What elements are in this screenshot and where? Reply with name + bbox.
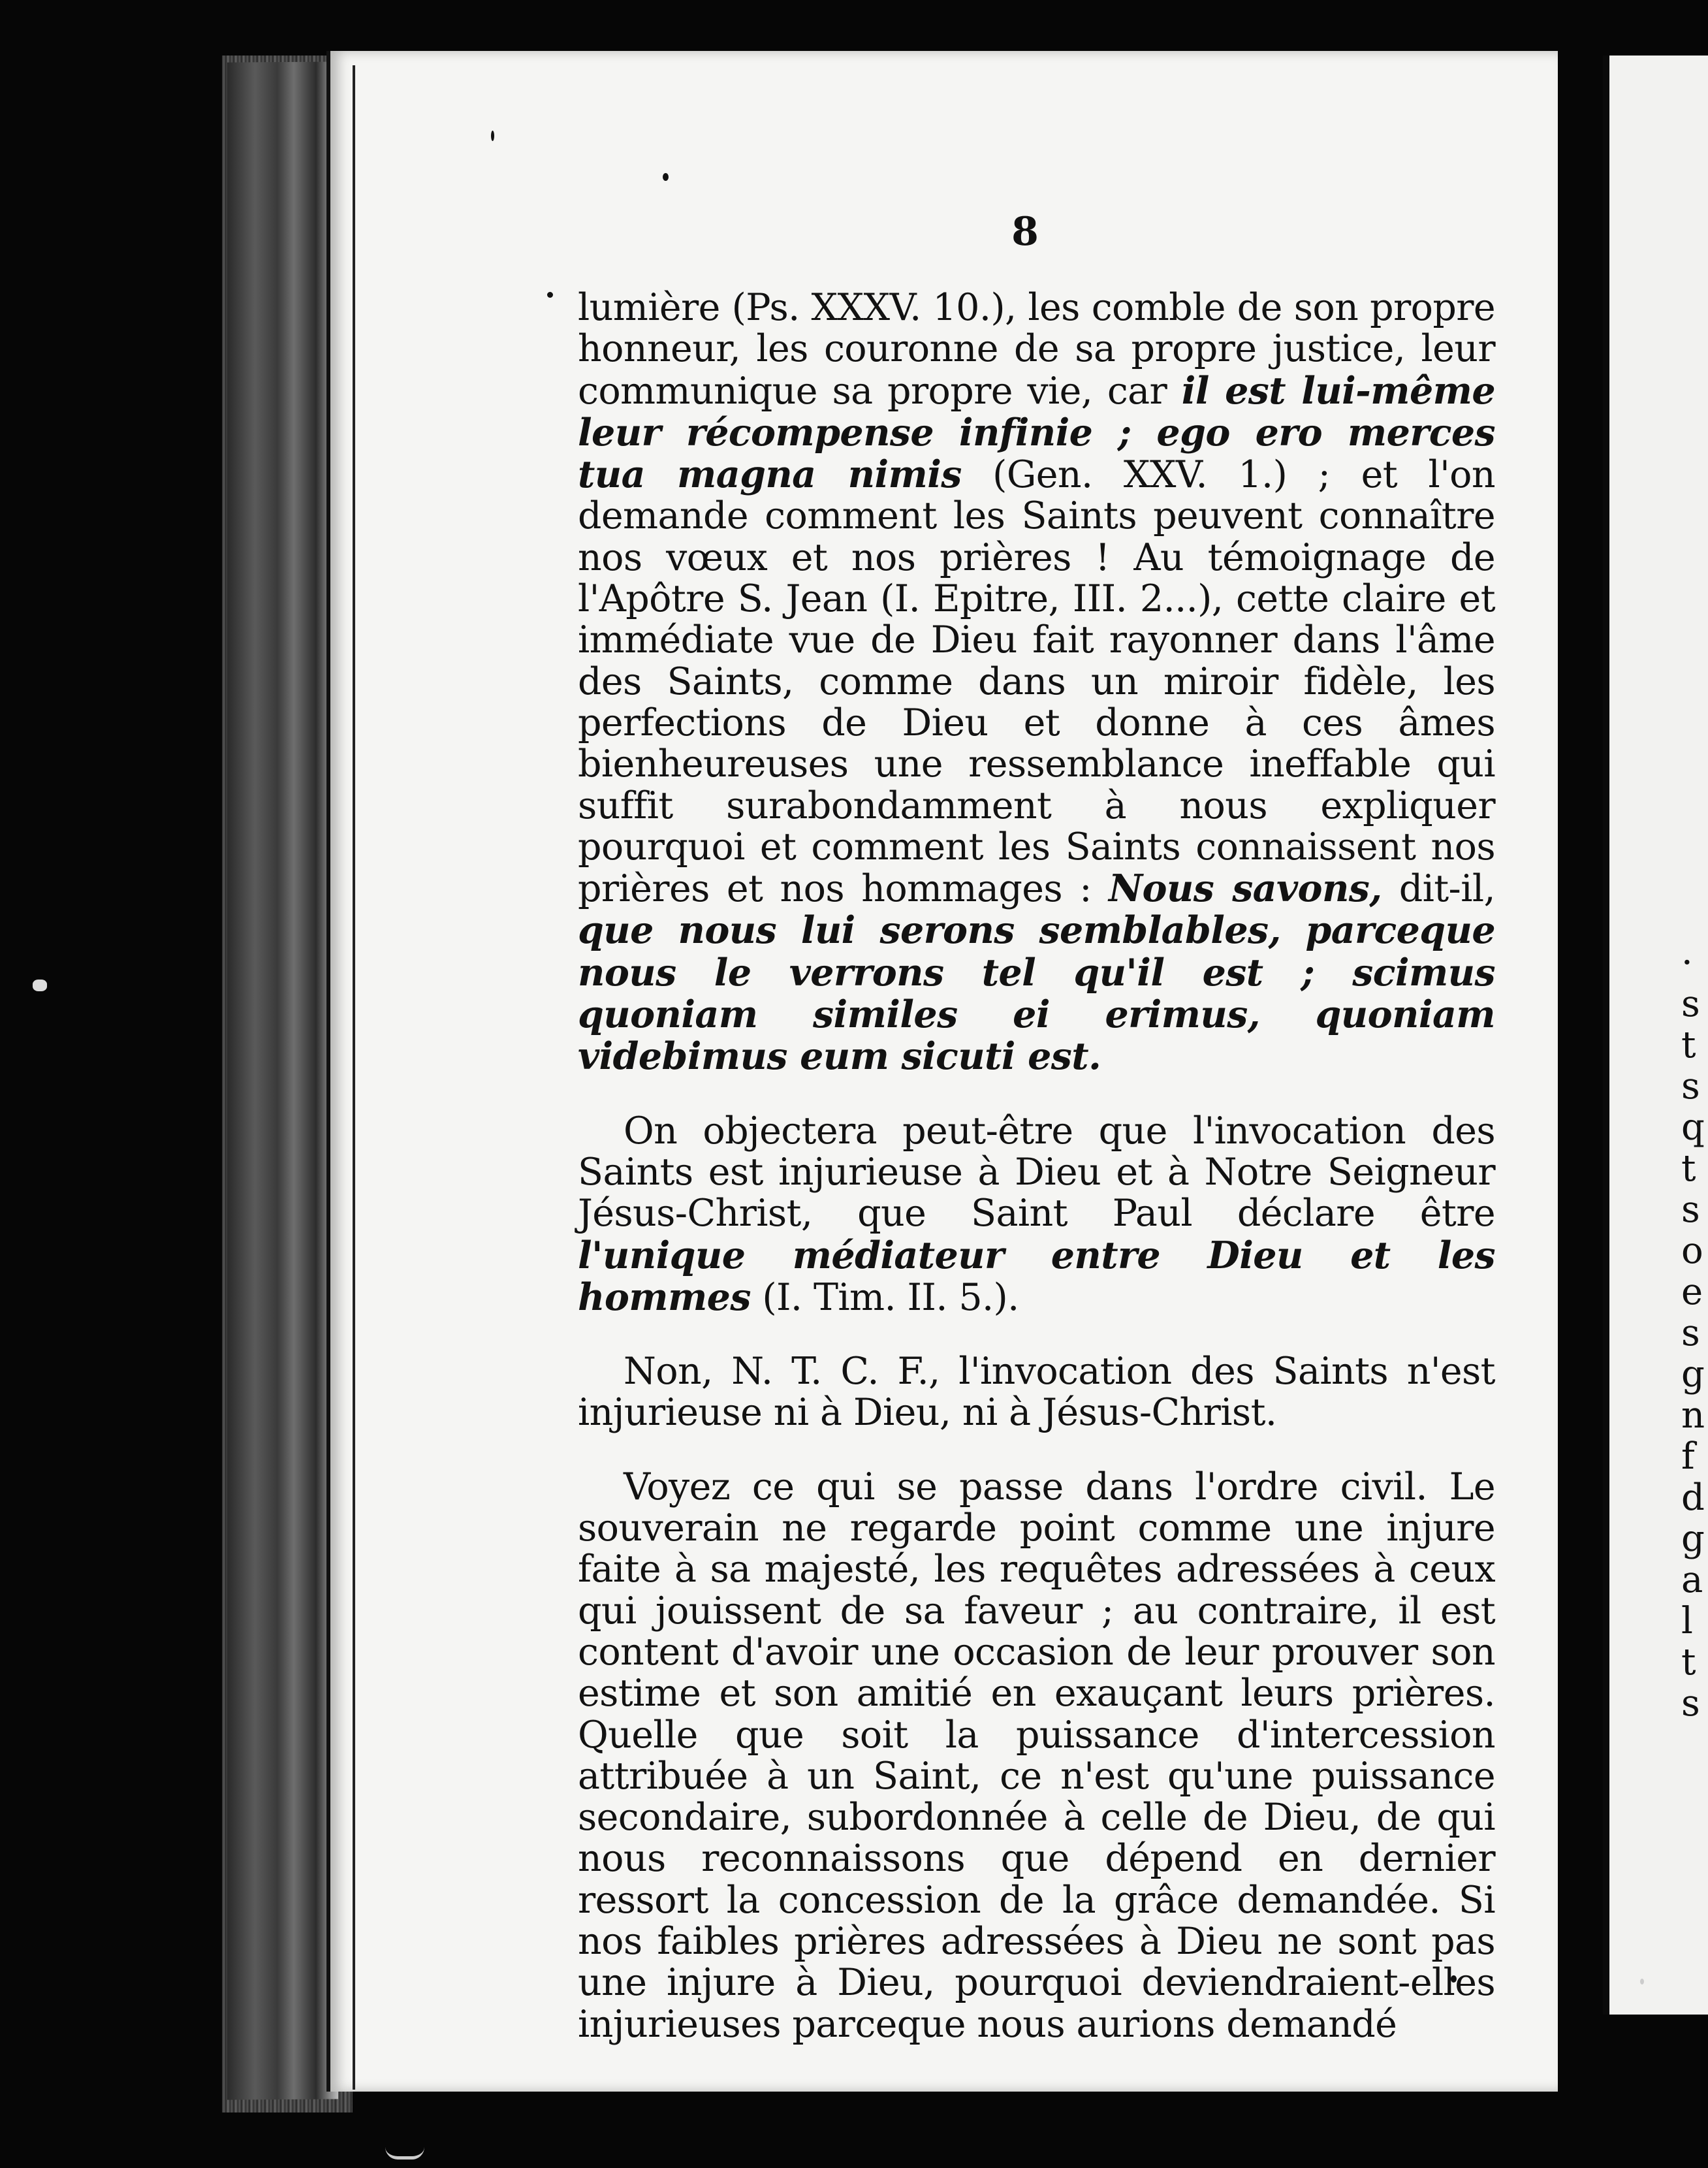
page-number: 8 [1011, 209, 1039, 255]
italic-text-run: l'unique médiateur entre Dieu et les hommes [578, 1233, 1495, 1319]
speck [1640, 1979, 1644, 1985]
italic-text-run: il est lui-même leur récompense infinie ; ego ero merces tua magna nimis [578, 368, 1495, 497]
text-run: Non, N. T. C. F., l'invocation des Saints n'est injurieuse ni à Dieu, ni à Jésus-Christ. [578, 1350, 1495, 1435]
paragraph [578, 1467, 1495, 2045]
paragraph [578, 1351, 1495, 1434]
gutter-line [353, 65, 355, 2090]
speck [547, 292, 553, 298]
speck [663, 173, 669, 181]
scan-artifact [33, 980, 47, 991]
italic-text-run: que nous lui serons semblables, parceque nous le verrons tel qu'il est ; scimus quoniam similes ei erimus, quoniam videbimus eum sicuti est. [578, 908, 1495, 1079]
text-run: (I. Tim. II. 5.). [750, 1275, 1019, 1319]
text-run: Voyez ce qui se passe dans l'ordre civil. Le souverain ne regarde point comme une injure faite à sa majesté, les requêtes adressées à ceux qui jouissent de sa faveur ; au contraire, il est content d'avoir une occasion de leur prouver son estime et son amitié en exauçant leurs prières. Quelle que soit la puissance d'intercession attribuée à un Saint, ce n'est qu'une puissance secondaire, subordonnée à celle de Dieu, de qui nous reconnaissons que dépend en dernier ressort la concession de la grâce demandée. Si nos faibles prières adressées à Dieu ne sont pas une injure à Dieu, pourquoi deviendraient-elles injurieuses parceque nous aurions demandé [578, 1465, 1495, 2046]
text-run: On objectera peut-être que l'invocation des Saints est injurieuse à Dieu et à Notre Seigneur Jésus-Christ, que Saint Paul déclare être [578, 1109, 1495, 1235]
italic-text-run: Nous savons, [1109, 867, 1382, 911]
text-run: (Gen. XXV. 1.) ; et l'on demande comment les Saints peuvent connaître nos vœux et nos prières ! Au témoignage de l'Apôtre S. Jean (I. Epitre, III. 2...), cette claire et immédiate vue de Dieu fait rayonner dans l'âme des Saints, comme dans un miroir fidèle, les perfections de Dieu et donne à ces âmes bienheureuses une ressemblance ineffable qui suffit surabondamment à nous expliquer pourquoi et comment les Saints connaissent nos prières et nos hommages : [578, 453, 1495, 911]
paragraph [578, 287, 1495, 1078]
scan-artifact [385, 2147, 424, 2160]
text-run: lumière (Ps. XXXV. 10.), les comble de son propre honneur, les couronne de sa propre justice, leur communique sa propre vie, car [578, 286, 1495, 413]
speck [491, 131, 494, 141]
book-spine [227, 61, 338, 2099]
text-run: dit-il, [1382, 867, 1495, 911]
paragraph [578, 1111, 1495, 1318]
facing-page-fragments: · s t s q t s o e s g n f d g a l t s [1681, 942, 1705, 1725]
body-text [578, 287, 1495, 2045]
